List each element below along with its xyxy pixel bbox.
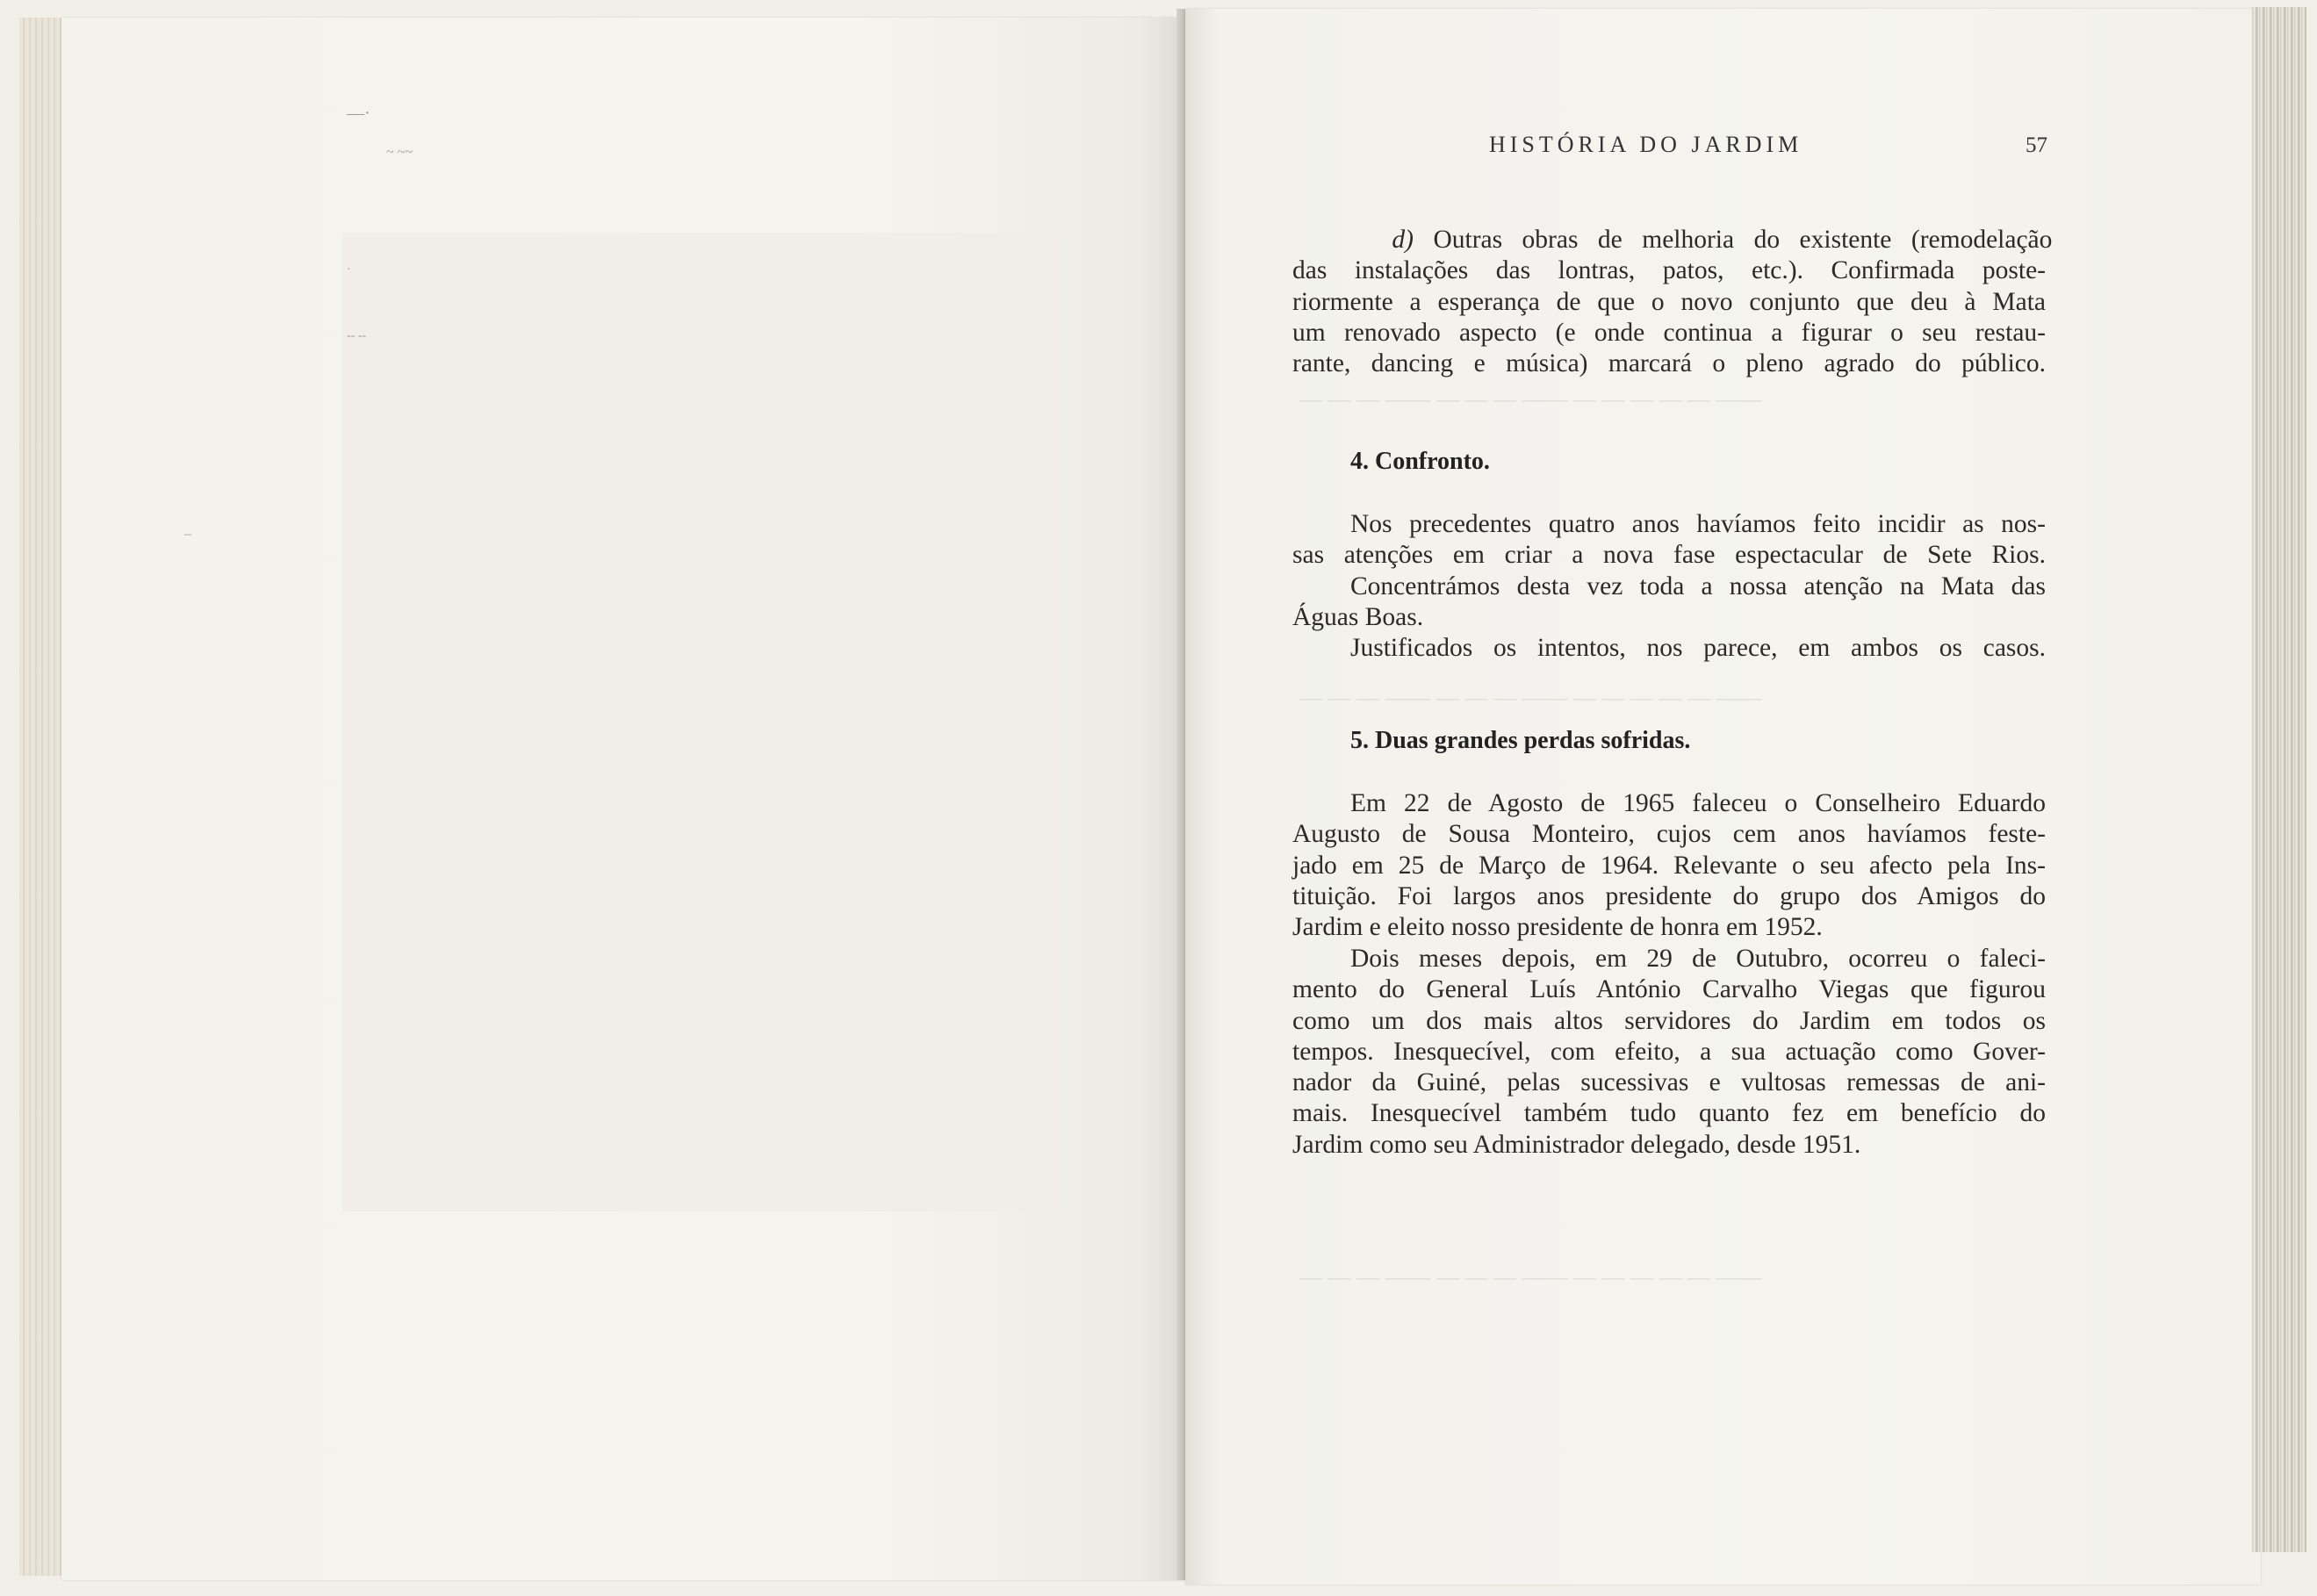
section-4-paragraph <box>1292 509 2046 664</box>
text-line: Augusto de Sousa Monteiro, cujos cem anos havíamos feste- <box>1292 820 2046 849</box>
text-line: mais. Inesquecível também tudo quanto fez em benefício do <box>1292 1099 2046 1128</box>
text-line: das instalações das lontras, patos, etc.). Confirmada poste- <box>1292 256 2046 285</box>
left-page <box>61 18 1185 1580</box>
text-line: d) Outras obras de melhoria do existente (remodelação <box>1392 226 2053 254</box>
item-d-paragraph <box>1292 225 2053 379</box>
bleed-through-text: — — — —— — — — —— — — — — — —— <box>1299 386 1762 412</box>
text-line: nador da Guiné, pelas sucessivas e vultosas remessas de ani- <box>1292 1068 2046 1097</box>
page-number: 57 <box>2026 133 2047 157</box>
show-through-image <box>342 233 1062 1211</box>
text-line: tituição. Foi largos anos presidente do grupo dos Amigos do <box>1292 881 2046 910</box>
text-line: Justificados os intentos, nos parece, em ambos os casos. <box>1350 634 2046 663</box>
text-line: mento do General Luís António Carvalho Viegas que figurou <box>1292 975 2046 1004</box>
section-4-heading: 4. Confronto. <box>1350 448 1490 475</box>
section-5-paragraph-2 <box>1292 944 2046 1161</box>
text-line: sas atenções em criar a nova fase espectacular de Sete Rios. <box>1292 541 2046 570</box>
bleed-through-text: — — — —— — — — —— — — — — — —— <box>1299 1264 1762 1290</box>
bleed-through-text: — — — —— — — — —— — — — — — —— <box>1299 685 1762 710</box>
right-page-edges <box>2252 7 2306 1552</box>
pencil-mark: – <box>184 527 191 542</box>
text-line: Nos precedentes quatro anos havíamos feito incidir as nos- <box>1350 510 2046 538</box>
section-5-heading: 5. Duas grandes perdas sofridas. <box>1350 727 1691 754</box>
section-5-paragraph-1 <box>1292 788 2046 943</box>
text-line: um renovado aspecto (e onde continua a figurar o seu restau- <box>1292 318 2046 347</box>
text-line: Em 22 de Agosto de 1965 faleceu o Conselheiro Eduardo <box>1350 789 2046 817</box>
text-line: rante, dancing e música) marcará o pleno agrado do público. <box>1292 349 2046 378</box>
pencil-mark: —· <box>347 104 371 123</box>
running-header: HISTÓRIA DO JARDIM <box>1489 132 1803 157</box>
pencil-mark: ~ ~~ <box>386 145 413 160</box>
item-d-label: d) <box>1392 226 1414 254</box>
text-line: riormente a esperança de que o novo conjunto que deu à Mata <box>1292 287 2046 316</box>
text-line: como um dos mais altos servidores do Jardim em todos os <box>1292 1006 2046 1035</box>
text-line: Jardim como seu Administrador delegado, desde 1951. <box>1292 1130 1861 1159</box>
text-line: Dois meses depois, em 29 de Outubro, ocorreu o faleci- <box>1350 945 2046 973</box>
text-line: Águas Boas. <box>1292 602 1424 631</box>
text-line: Jardim e eleito nosso presidente de honra em 1952. <box>1292 913 1823 942</box>
pencil-mark: · <box>347 263 351 277</box>
pencil-mark: -- -- <box>347 329 367 342</box>
text-line: tempos. Inesquecível, com efeito, a sua actuação como Gover- <box>1292 1037 2046 1066</box>
text-line: Concentrámos desta vez toda a nossa atenção na Mata das <box>1350 572 2046 600</box>
text-line: jado em 25 de Março de 1964. Relevante o seu afecto pela Ins- <box>1292 851 2046 880</box>
